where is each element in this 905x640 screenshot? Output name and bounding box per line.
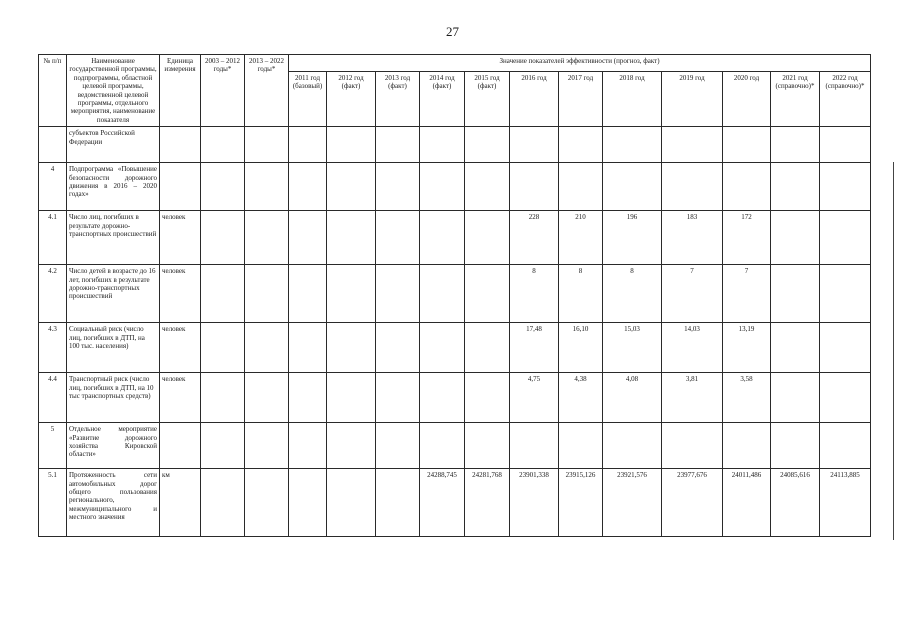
value-cell: 4,38 <box>559 373 603 423</box>
value-cell <box>420 265 465 323</box>
value-cell <box>820 373 871 423</box>
value-cell <box>465 265 510 323</box>
value-cell <box>603 423 662 469</box>
margin-line <box>893 162 894 540</box>
indicator-name: Число лиц, погибших в результате дорожно-транспортных происшествий <box>67 211 160 265</box>
value-cell: 3,81 <box>662 373 723 423</box>
unit-cell: человек <box>160 373 201 423</box>
value-cell: 24085,616 <box>771 469 820 537</box>
period-cell <box>245 127 289 163</box>
table-row <box>39 423 871 469</box>
period-cell <box>245 373 289 423</box>
value-cell <box>420 373 465 423</box>
header-period-2003-2012: 2003 – 2012 годы* <box>201 55 245 127</box>
unit-cell <box>160 163 201 211</box>
value-cell <box>327 265 376 323</box>
value-cell <box>465 211 510 265</box>
value-cell: 228 <box>510 211 559 265</box>
header-year: 2019 год <box>662 72 723 127</box>
period-cell <box>245 211 289 265</box>
header-year: 2016 год <box>510 72 559 127</box>
value-cell <box>420 163 465 211</box>
indicator-name: Протяженность сети автомобильных дорог общего пользования регионального, межмуниципального и местного значения <box>67 469 160 537</box>
table-row <box>39 127 871 163</box>
value-cell <box>327 127 376 163</box>
header-year: 2021 год (справочно)* <box>771 72 820 127</box>
header-year: 2013 год (факт) <box>376 72 420 127</box>
value-cell <box>662 423 723 469</box>
value-cell <box>603 127 662 163</box>
unit-cell: человек <box>160 265 201 323</box>
value-cell <box>289 211 327 265</box>
value-cell <box>771 211 820 265</box>
value-cell <box>465 163 510 211</box>
period-cell <box>201 323 245 373</box>
value-cell: 172 <box>723 211 771 265</box>
value-cell <box>420 211 465 265</box>
value-cell: 23915,126 <box>559 469 603 537</box>
value-cell <box>510 423 559 469</box>
indicators-table <box>38 54 871 537</box>
value-cell: 24288,745 <box>420 469 465 537</box>
value-cell <box>289 265 327 323</box>
row-number: 4.1 <box>39 211 67 265</box>
value-cell <box>420 323 465 373</box>
indicator-name: Социальный риск (число лиц, погибших в ДТП, на 100 тыс. населения) <box>67 323 160 373</box>
value-cell <box>559 163 603 211</box>
value-cell <box>465 423 510 469</box>
value-cell <box>820 163 871 211</box>
value-cell <box>289 163 327 211</box>
value-cell <box>289 469 327 537</box>
value-cell <box>723 127 771 163</box>
indicator-name: субъектов Российской Федерации <box>67 127 160 163</box>
unit-cell <box>160 423 201 469</box>
value-cell <box>420 127 465 163</box>
period-cell <box>245 469 289 537</box>
period-cell <box>201 469 245 537</box>
table-row <box>39 323 871 373</box>
row-number: 5 <box>39 423 67 469</box>
unit-cell <box>160 127 201 163</box>
value-cell: 196 <box>603 211 662 265</box>
value-cell <box>289 373 327 423</box>
header-year: 2017 год <box>559 72 603 127</box>
row-number: 4.3 <box>39 323 67 373</box>
period-cell <box>201 211 245 265</box>
indicator-name: Число детей в возрасте до 16 лет, погибших в результате дорожно-транспортных происшествий <box>67 265 160 323</box>
value-cell <box>289 323 327 373</box>
value-cell: 4,75 <box>510 373 559 423</box>
value-cell <box>327 423 376 469</box>
value-cell: 23977,676 <box>662 469 723 537</box>
value-cell: 23901,338 <box>510 469 559 537</box>
value-cell: 24281,768 <box>465 469 510 537</box>
value-cell <box>376 127 420 163</box>
indicator-name: Подпрограмма «Повышение безопасности дорожного движения в 2016 – 2020 годах» <box>67 163 160 211</box>
row-number: 5.1 <box>39 469 67 537</box>
row-number: 4.4 <box>39 373 67 423</box>
period-cell <box>201 163 245 211</box>
header-unit: Единица измерения <box>160 55 201 127</box>
table-row <box>39 373 871 423</box>
period-cell <box>201 423 245 469</box>
period-cell <box>245 323 289 373</box>
value-cell <box>376 373 420 423</box>
header-name: Наименование государственной программы, подпрограммы, областной целевой программы, ведомственной целевой программы, отдельного мероприятия, наименование показателя <box>67 55 160 127</box>
table-row <box>39 211 871 265</box>
indicator-name: Транспортный риск (число лиц, погибших в ДТП, на 10 тыс транспортных средств) <box>67 373 160 423</box>
value-cell <box>289 127 327 163</box>
value-cell: 24011,486 <box>723 469 771 537</box>
value-cell <box>771 127 820 163</box>
page-number: 27 <box>446 24 459 39</box>
value-cell <box>723 423 771 469</box>
value-cell <box>327 373 376 423</box>
value-cell <box>465 373 510 423</box>
header-values-group: Значение показателей эффективности (прогноз, факт) <box>289 55 871 72</box>
value-cell <box>771 163 820 211</box>
value-cell: 8 <box>510 265 559 323</box>
value-cell: 13,19 <box>723 323 771 373</box>
value-cell <box>465 127 510 163</box>
unit-cell: км <box>160 469 201 537</box>
value-cell <box>376 163 420 211</box>
value-cell <box>289 423 327 469</box>
period-cell <box>201 373 245 423</box>
value-cell <box>559 423 603 469</box>
header-row-1 <box>39 55 871 72</box>
value-cell <box>662 163 723 211</box>
value-cell <box>376 323 420 373</box>
value-cell: 183 <box>662 211 723 265</box>
table-row <box>39 469 871 537</box>
value-cell <box>603 163 662 211</box>
value-cell: 17,48 <box>510 323 559 373</box>
value-cell <box>559 127 603 163</box>
value-cell: 3,58 <box>723 373 771 423</box>
value-cell <box>510 127 559 163</box>
table-row <box>39 265 871 323</box>
value-cell <box>771 423 820 469</box>
value-cell: 14,03 <box>662 323 723 373</box>
header-year: 2014 год (факт) <box>420 72 465 127</box>
value-cell: 8 <box>603 265 662 323</box>
value-cell <box>820 423 871 469</box>
value-cell: 23921,576 <box>603 469 662 537</box>
value-cell <box>771 265 820 323</box>
value-cell <box>820 127 871 163</box>
value-cell: 210 <box>559 211 603 265</box>
unit-cell: человек <box>160 211 201 265</box>
value-cell <box>376 265 420 323</box>
value-cell <box>662 127 723 163</box>
row-number <box>39 127 67 163</box>
value-cell <box>327 323 376 373</box>
table-row <box>39 163 871 211</box>
value-cell <box>376 423 420 469</box>
header-year: 2012 год (факт) <box>327 72 376 127</box>
value-cell <box>465 323 510 373</box>
value-cell <box>327 163 376 211</box>
value-cell <box>771 323 820 373</box>
value-cell <box>820 211 871 265</box>
value-cell: 15,03 <box>603 323 662 373</box>
header-year: 2018 год <box>603 72 662 127</box>
header-num: № п/п <box>39 55 67 127</box>
header-period-2013-2022: 2013 – 2022 годы* <box>245 55 289 127</box>
header-year: 2020 год <box>723 72 771 127</box>
value-cell: 8 <box>559 265 603 323</box>
row-number: 4 <box>39 163 67 211</box>
indicator-name: Отдельное мероприятие «Развитие дорожного хозяйства Кировской области» <box>67 423 160 469</box>
value-cell <box>510 163 559 211</box>
header-year: 2022 год (справочно)* <box>820 72 871 127</box>
value-cell <box>820 265 871 323</box>
period-cell <box>245 163 289 211</box>
value-cell <box>771 373 820 423</box>
value-cell: 24113,885 <box>820 469 871 537</box>
value-cell: 7 <box>662 265 723 323</box>
value-cell <box>820 323 871 373</box>
value-cell <box>723 163 771 211</box>
value-cell <box>327 469 376 537</box>
unit-cell: человек <box>160 323 201 373</box>
period-cell <box>245 423 289 469</box>
period-cell <box>245 265 289 323</box>
value-cell <box>420 423 465 469</box>
value-cell: 16,10 <box>559 323 603 373</box>
header-year: 2015 год (факт) <box>465 72 510 127</box>
period-cell <box>201 265 245 323</box>
header-year: 2011 год (базовый) <box>289 72 327 127</box>
period-cell <box>201 127 245 163</box>
value-cell: 4,08 <box>603 373 662 423</box>
value-cell: 7 <box>723 265 771 323</box>
value-cell <box>376 469 420 537</box>
value-cell <box>327 211 376 265</box>
row-number: 4.2 <box>39 265 67 323</box>
value-cell <box>376 211 420 265</box>
